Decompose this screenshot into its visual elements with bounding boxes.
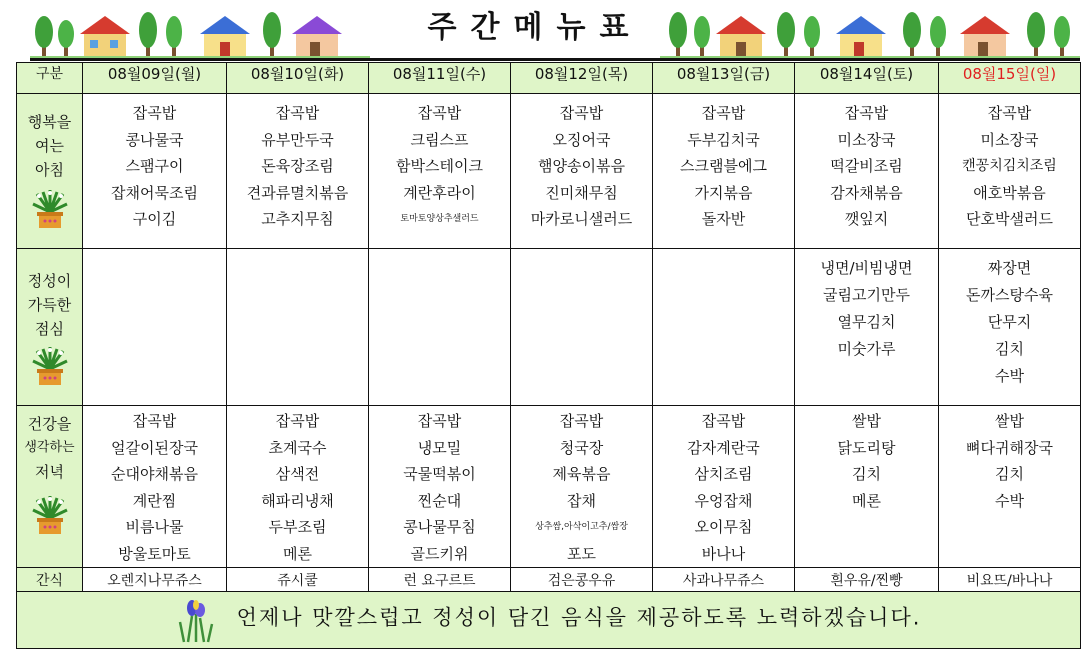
menu-item: 구이김	[132, 210, 177, 228]
menu-item: 오징어국	[552, 130, 611, 149]
menu-item: 잡곡밥	[701, 104, 746, 122]
menu-item: 고추지무침	[261, 210, 334, 228]
footer-row	[17, 592, 1081, 649]
menu-item: 잡곡밥	[417, 412, 462, 430]
lunch-cell	[369, 249, 511, 406]
lunch-cell	[227, 249, 369, 406]
meal-label-line: 정성이	[27, 272, 72, 290]
menu-item: 냉면/비빔냉면	[820, 259, 913, 277]
menu-item: 잡곡밥	[559, 104, 604, 122]
dinner-row	[17, 406, 1081, 568]
menu-item: 미소장국	[837, 130, 896, 149]
menu-items	[511, 94, 652, 233]
breakfast-label	[17, 94, 83, 249]
menu-item: 잡채	[567, 491, 596, 510]
snack-item: 오렌지나무쥬스	[83, 568, 227, 592]
title-underline	[30, 58, 1080, 61]
menu-item: 토마토양상추샐러드	[400, 214, 479, 224]
menu-item: 수박	[995, 367, 1024, 385]
menu-item: 견과류멸치볶음	[246, 183, 349, 202]
meal-label-line: 점심	[35, 320, 64, 338]
lunch-cell	[83, 249, 227, 406]
menu-item: 잡곡밥	[417, 104, 462, 122]
dinner-cell	[939, 406, 1081, 568]
menu-item: 감자채볶음	[830, 183, 903, 202]
dinner-cell	[511, 406, 653, 568]
menu-items	[369, 94, 510, 233]
menu-items	[795, 94, 938, 233]
menu-item: 메론	[283, 544, 312, 563]
menu-item: 얼갈이된장국	[111, 438, 198, 457]
village-decoration-right	[660, 8, 1080, 60]
menu-item: 열무김치	[837, 313, 896, 331]
menu-items	[83, 94, 226, 233]
lunch-cell	[511, 249, 653, 406]
house-icon	[200, 16, 250, 58]
menu-item: 애호박볶음	[973, 183, 1046, 202]
flower-pot-icon	[31, 345, 69, 387]
menu-table	[16, 62, 1081, 649]
tree-icon	[263, 12, 281, 58]
menu-items	[795, 249, 938, 363]
house-icon	[716, 16, 766, 58]
breakfast-cell	[83, 94, 227, 249]
menu-item: 제육볶음	[552, 465, 611, 483]
menu-item: 가지볶음	[694, 183, 753, 202]
snack-item: 비요뜨/바나나	[939, 568, 1081, 592]
breakfast-cell	[227, 94, 369, 249]
menu-item: 국물떡볶이	[403, 465, 476, 483]
menu-item: 콩나물무침	[403, 518, 476, 536]
menu-items	[227, 94, 368, 233]
weekly-menu-grid	[16, 62, 1080, 649]
meal-label-line: 아침	[35, 161, 64, 179]
menu-item: 잡곡밥	[132, 412, 177, 430]
menu-item: 바나나	[701, 544, 746, 563]
breakfast-cell	[653, 94, 795, 249]
menu-item: 쌀밥	[995, 412, 1024, 430]
menu-item: 상추쌈,아삭이고추/쌈장	[535, 522, 628, 532]
snack-row	[17, 568, 1081, 592]
dinner-cell	[369, 406, 511, 568]
village-decoration-left	[30, 8, 370, 60]
menu-item: 포도	[567, 544, 596, 563]
menu-item: 두부조림	[268, 518, 327, 536]
menu-item: 돈육장조림	[261, 157, 334, 175]
menu-item: 돈까스탕수육	[966, 286, 1053, 304]
menu-item: 찐순대	[417, 491, 462, 510]
menu-item: 골드키위	[410, 544, 469, 563]
menu-item: 굴림고기만두	[823, 286, 910, 304]
flower-pot-icon	[31, 494, 69, 536]
menu-item: 떡갈비조림	[830, 157, 903, 175]
menu-item: 삼치조림	[694, 465, 753, 483]
snack-item: 검은콩우유	[511, 568, 653, 592]
day-header: 08월09일(월)	[83, 63, 227, 94]
menu-item: 순대야채볶음	[111, 465, 198, 483]
menu-item: 단무지	[987, 313, 1032, 331]
menu-items	[83, 406, 226, 567]
breakfast-row	[17, 94, 1081, 249]
menu-item: 닭도리탕	[837, 438, 896, 457]
menu-item: 잡곡밥	[559, 412, 604, 430]
menu-items	[511, 406, 652, 567]
dinner-cell	[795, 406, 939, 568]
lunch-label	[17, 249, 83, 406]
snack-item: 사과나무쥬스	[653, 568, 795, 592]
tree-icon	[669, 12, 710, 58]
menu-item: 김치	[995, 465, 1024, 483]
dinner-cell	[653, 406, 795, 568]
menu-item: 잡곡밥	[275, 104, 320, 122]
menu-item: 계란후라이	[403, 183, 476, 202]
menu-item: 김치	[995, 340, 1024, 358]
menu-item: 청국장	[559, 438, 604, 457]
menu-items	[653, 94, 794, 233]
lunch-cell	[939, 249, 1081, 406]
lunch-cell	[795, 249, 939, 406]
menu-item: 두부김치국	[687, 130, 760, 149]
house-icon	[292, 16, 342, 58]
breakfast-cell	[511, 94, 653, 249]
menu-item: 초계국수	[268, 438, 327, 457]
footer-banner	[17, 592, 1081, 649]
lunch-row	[17, 249, 1081, 406]
breakfast-cell	[369, 94, 511, 249]
iris-flower-icon	[176, 596, 216, 644]
snack-item: 런 요구르트	[369, 568, 511, 592]
menu-item: 우엉잡채	[694, 491, 753, 510]
menu-item: 해파리냉채	[261, 491, 334, 510]
meal-label-line: 가득한	[27, 296, 72, 314]
menu-items	[939, 249, 1080, 390]
meal-label-line: 저녁	[35, 463, 64, 481]
menu-item: 잡곡밥	[701, 412, 746, 430]
menu-item: 삼색전	[275, 465, 320, 483]
breakfast-cell	[795, 94, 939, 249]
page-title: 주간메뉴표	[427, 10, 643, 45]
tree-icon	[777, 12, 820, 58]
menu-item: 돌자반	[701, 210, 746, 228]
day-header: 08월11일(수)	[369, 63, 511, 94]
menu-item: 햄양송이볶음	[538, 157, 625, 175]
menu-items	[369, 406, 510, 567]
tree-icon	[139, 12, 182, 58]
snack-item: 흰우유/찐빵	[795, 568, 939, 592]
menu-item: 깻잎지	[844, 210, 889, 228]
day-header-sunday: 08월15일(일)	[939, 63, 1081, 94]
menu-item: 콩나물국	[125, 130, 184, 149]
breakfast-cell	[939, 94, 1081, 249]
menu-item: 함박스테이크	[396, 157, 483, 175]
meal-label-line: 행복을	[27, 113, 72, 131]
menu-item: 비름나물	[125, 518, 184, 536]
menu-item: 단호박샐러드	[966, 210, 1053, 228]
menu-items	[939, 94, 1080, 233]
day-header: 08월10일(화)	[227, 63, 369, 94]
menu-item: 미소장국	[980, 130, 1039, 149]
menu-item: 스팸구이	[125, 157, 184, 175]
menu-item: 진미채무침	[545, 183, 618, 202]
menu-item: 김치	[852, 465, 881, 483]
meal-label-line: 생각하는	[24, 440, 75, 455]
footer-message: 언제나 맛깔스럽고 정성이 담긴 음식을 제공하도록 노력하겠습니다.	[236, 605, 922, 630]
tree-icon	[903, 12, 946, 58]
snack-item: 쥬시쿨	[227, 568, 369, 592]
menu-items	[795, 406, 938, 514]
dinner-label	[17, 406, 83, 568]
day-header-row	[17, 63, 1081, 94]
menu-item: 잡곡밥	[987, 104, 1032, 122]
menu-items	[939, 406, 1080, 514]
menu-item: 쌀밥	[852, 412, 881, 430]
menu-item: 스크램블에그	[680, 157, 767, 175]
menu-items	[653, 406, 794, 567]
day-header: 08월14일(토)	[795, 63, 939, 94]
meal-label-line: 건강을	[27, 415, 72, 433]
menu-item: 유부만두국	[261, 130, 334, 149]
dinner-cell	[83, 406, 227, 568]
menu-item: 계란찜	[132, 491, 177, 510]
menu-item: 메론	[852, 491, 881, 510]
menu-item: 미숫가루	[837, 340, 896, 358]
menu-item: 잡채어묵조림	[111, 183, 198, 202]
page-header	[0, 0, 1092, 60]
snack-label: 간식	[17, 568, 83, 592]
menu-item: 캔꽁치김치조림	[962, 158, 1057, 174]
menu-item: 냉모밀	[417, 438, 462, 457]
tree-icon	[1027, 12, 1070, 58]
menu-item: 마카로니샐러드	[530, 210, 633, 228]
day-header: 08월12일(목)	[511, 63, 653, 94]
house-icon	[960, 16, 1010, 58]
menu-item: 짜장면	[987, 259, 1032, 277]
menu-item: 잡곡밥	[844, 104, 889, 122]
menu-item: 뼈다귀해장국	[966, 438, 1053, 457]
dinner-cell	[227, 406, 369, 568]
meal-label-line: 여는	[35, 137, 64, 155]
house-icon	[836, 16, 886, 58]
menu-item: 수박	[995, 491, 1024, 510]
menu-item: 잡곡밥	[132, 104, 177, 122]
flower-pot-icon	[31, 188, 69, 230]
menu-item: 크림스프	[410, 130, 469, 149]
menu-item: 감자계란국	[687, 438, 760, 457]
menu-items	[227, 406, 368, 567]
category-header: 구분	[17, 63, 83, 94]
lunch-cell	[653, 249, 795, 406]
menu-item: 잡곡밥	[275, 412, 320, 430]
menu-item: 방울토마토	[118, 544, 191, 563]
tree-icon	[35, 16, 74, 58]
day-header: 08월13일(금)	[653, 63, 795, 94]
house-icon	[80, 16, 130, 58]
menu-item: 오이무침	[694, 518, 753, 536]
